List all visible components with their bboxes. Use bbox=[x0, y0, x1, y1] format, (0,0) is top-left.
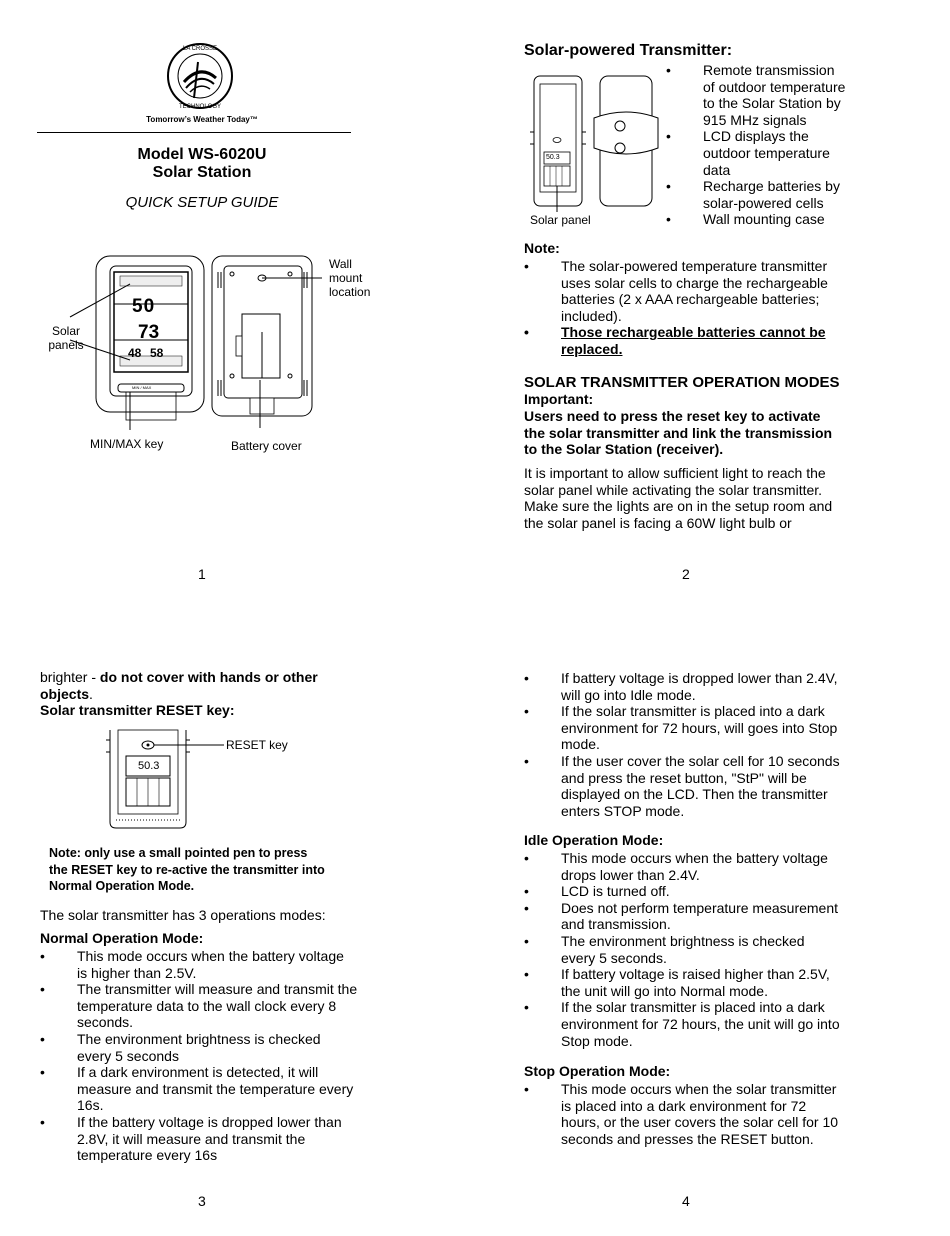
stop-conditions-list bbox=[524, 670, 884, 819]
feature-item: • Wall mounting case bbox=[666, 211, 825, 228]
label-solar-panels: Solar panels bbox=[48, 324, 84, 352]
product-title: Solar Station bbox=[152, 164, 252, 181]
stop-mode-list bbox=[524, 1081, 884, 1147]
transmitter-title: Solar-powered Transmitter: bbox=[524, 42, 733, 59]
note-list bbox=[524, 258, 864, 358]
label-solar-panel: Solar panel bbox=[530, 213, 591, 227]
normal-mode-item: • The transmitter will measure and transmit the temperature data to the wall clock every 8 seconds. bbox=[40, 981, 358, 1031]
continued-paragraph: brighter - do not cover with hands or other objects. bbox=[40, 669, 318, 702]
label-battery-cover: Battery cover bbox=[231, 439, 302, 453]
normal-mode-item: • If the battery voltage is dropped lower than 2.8V, it will measure and transmit the temperature every 16s bbox=[40, 1113, 342, 1164]
normal-mode-list bbox=[40, 948, 380, 1164]
lcd-top-value: 50 bbox=[132, 296, 156, 317]
header-rule bbox=[37, 132, 351, 133]
page-number-1: 1 bbox=[198, 566, 206, 582]
transmitter-illustration bbox=[528, 72, 664, 214]
condition-item: • If battery voltage is dropped lower than 2.4V, will go into Idle mode. bbox=[524, 670, 838, 703]
condition-item: • If the solar transmitter is placed into a dark environment for 72 hours, will goes into Stop mode. bbox=[524, 703, 838, 753]
feature-item: • Remote transmission of outdoor temperature to the Solar Station by 915 MHz signals bbox=[666, 62, 846, 128]
important-text: Users need to press the reset key to activate the solar transmitter and link the transmission to the Solar Station (receiver). bbox=[524, 408, 833, 458]
normal-mode-item: • The environment brightness is checked every 5 seconds bbox=[40, 1030, 321, 1064]
svg-text:LA CROSSE: LA CROSSE bbox=[182, 46, 218, 52]
idle-mode-item: • This mode occurs when the battery voltage drops lower than 2.4V. bbox=[524, 850, 828, 883]
solar-station-illustration bbox=[90, 252, 320, 424]
operation-modes-title: SOLAR TRANSMITTER OPERATION MODES bbox=[524, 374, 840, 391]
idle-mode-item: • If the solar transmitter is placed into a dark environment for 72 hours, the unit will go into Stop mode. bbox=[524, 999, 840, 1049]
normal-mode-item: • If a dark environment is detected, it will measure and transmit the temperature every 16s. bbox=[40, 1064, 354, 1114]
idle-mode-item: • LCD is turned off. bbox=[524, 883, 670, 900]
stop-mode-item: • This mode occurs when the solar transmitter is placed into a dark environment for 72 hours, or the user covers the solar cell for 10 seconds and presses the RESET button. bbox=[524, 1081, 839, 1147]
logo-tagline: Tomorrow’s Weather Today™ bbox=[146, 115, 258, 124]
transmitter-lcd-value: 50.3 bbox=[546, 154, 560, 161]
idle-mode-item: • Does not perform temperature measurement and transmission. bbox=[524, 899, 839, 933]
label-reset-key: RESET key bbox=[226, 738, 288, 752]
normal-mode-title: Normal Operation Mode: bbox=[40, 930, 204, 946]
la-crosse-logo bbox=[160, 42, 240, 110]
lcd-bottom-right-value: 58 bbox=[150, 346, 164, 360]
label-minmax-key: MIN/MAX key bbox=[90, 437, 164, 451]
model-title: Model WS-6020U bbox=[137, 146, 267, 163]
label-wall-mount: Wall mount location bbox=[329, 257, 371, 299]
page-number-4: 4 bbox=[682, 1193, 690, 1209]
idle-mode-item: • If battery voltage is raised higher than 2.5V, the unit will go into Normal mode. bbox=[524, 966, 830, 999]
note-item-warning: • Those rechargeable batteries cannot be replaced. bbox=[524, 324, 826, 357]
idle-mode-list bbox=[524, 850, 884, 1049]
important-label: Important: bbox=[524, 391, 594, 407]
lcd-bottom-left-value: 48 bbox=[128, 346, 142, 360]
reset-lcd-value: 50.3 bbox=[138, 760, 160, 772]
guide-title: QUICK SETUP GUIDE bbox=[125, 194, 279, 211]
feature-item: • LCD displays the outdoor temperature data bbox=[666, 128, 830, 178]
normal-mode-item: • This mode occurs when the battery voltage is higher than 2.5V. bbox=[40, 948, 344, 981]
light-paragraph: It is important to allow sufficient light to reach the solar panel while activating the solar transmitter. Make sure the lights are on in the setup room and the solar panel is facing a 60W light bulb or bbox=[524, 465, 833, 531]
page-number-3: 3 bbox=[198, 1193, 206, 1209]
idle-mode-item: • The environment brightness is checked every 5 seconds. bbox=[524, 932, 805, 966]
idle-mode-title: Idle Operation Mode: bbox=[524, 832, 664, 848]
note-item: • The solar-powered temperature transmitter uses solar cells to charge the rechargeable batteries (2 x AAA rechargeable batteries; included). bbox=[524, 258, 828, 324]
page-number-2: 2 bbox=[682, 566, 690, 582]
reset-note: Note: only use a small pointed pen to press the RESET key to re-active the transmitter into Normal Operation Mode. bbox=[49, 846, 325, 894]
condition-item: • If the user cover the solar cell for 10 seconds and press the reset button, "StP" will be displayed on the LCD. Then the transmitter enters STOP mode. bbox=[524, 752, 840, 819]
svg-text:TECHNOLOGY: TECHNOLOGY bbox=[178, 104, 222, 110]
lcd-mid-value: 73 bbox=[138, 322, 160, 343]
feature-item: • Recharge batteries by solar-powered cells bbox=[666, 178, 840, 211]
stop-mode-title: Stop Operation Mode: bbox=[524, 1063, 671, 1079]
transmitter-features-list bbox=[666, 62, 866, 228]
reset-key-title: Solar transmitter RESET key: bbox=[40, 702, 235, 718]
modes-intro: The solar transmitter has 3 operations modes: bbox=[40, 907, 326, 923]
note-title: Note: bbox=[524, 240, 560, 256]
minmax-key-print: MIN / MAX bbox=[132, 385, 152, 390]
